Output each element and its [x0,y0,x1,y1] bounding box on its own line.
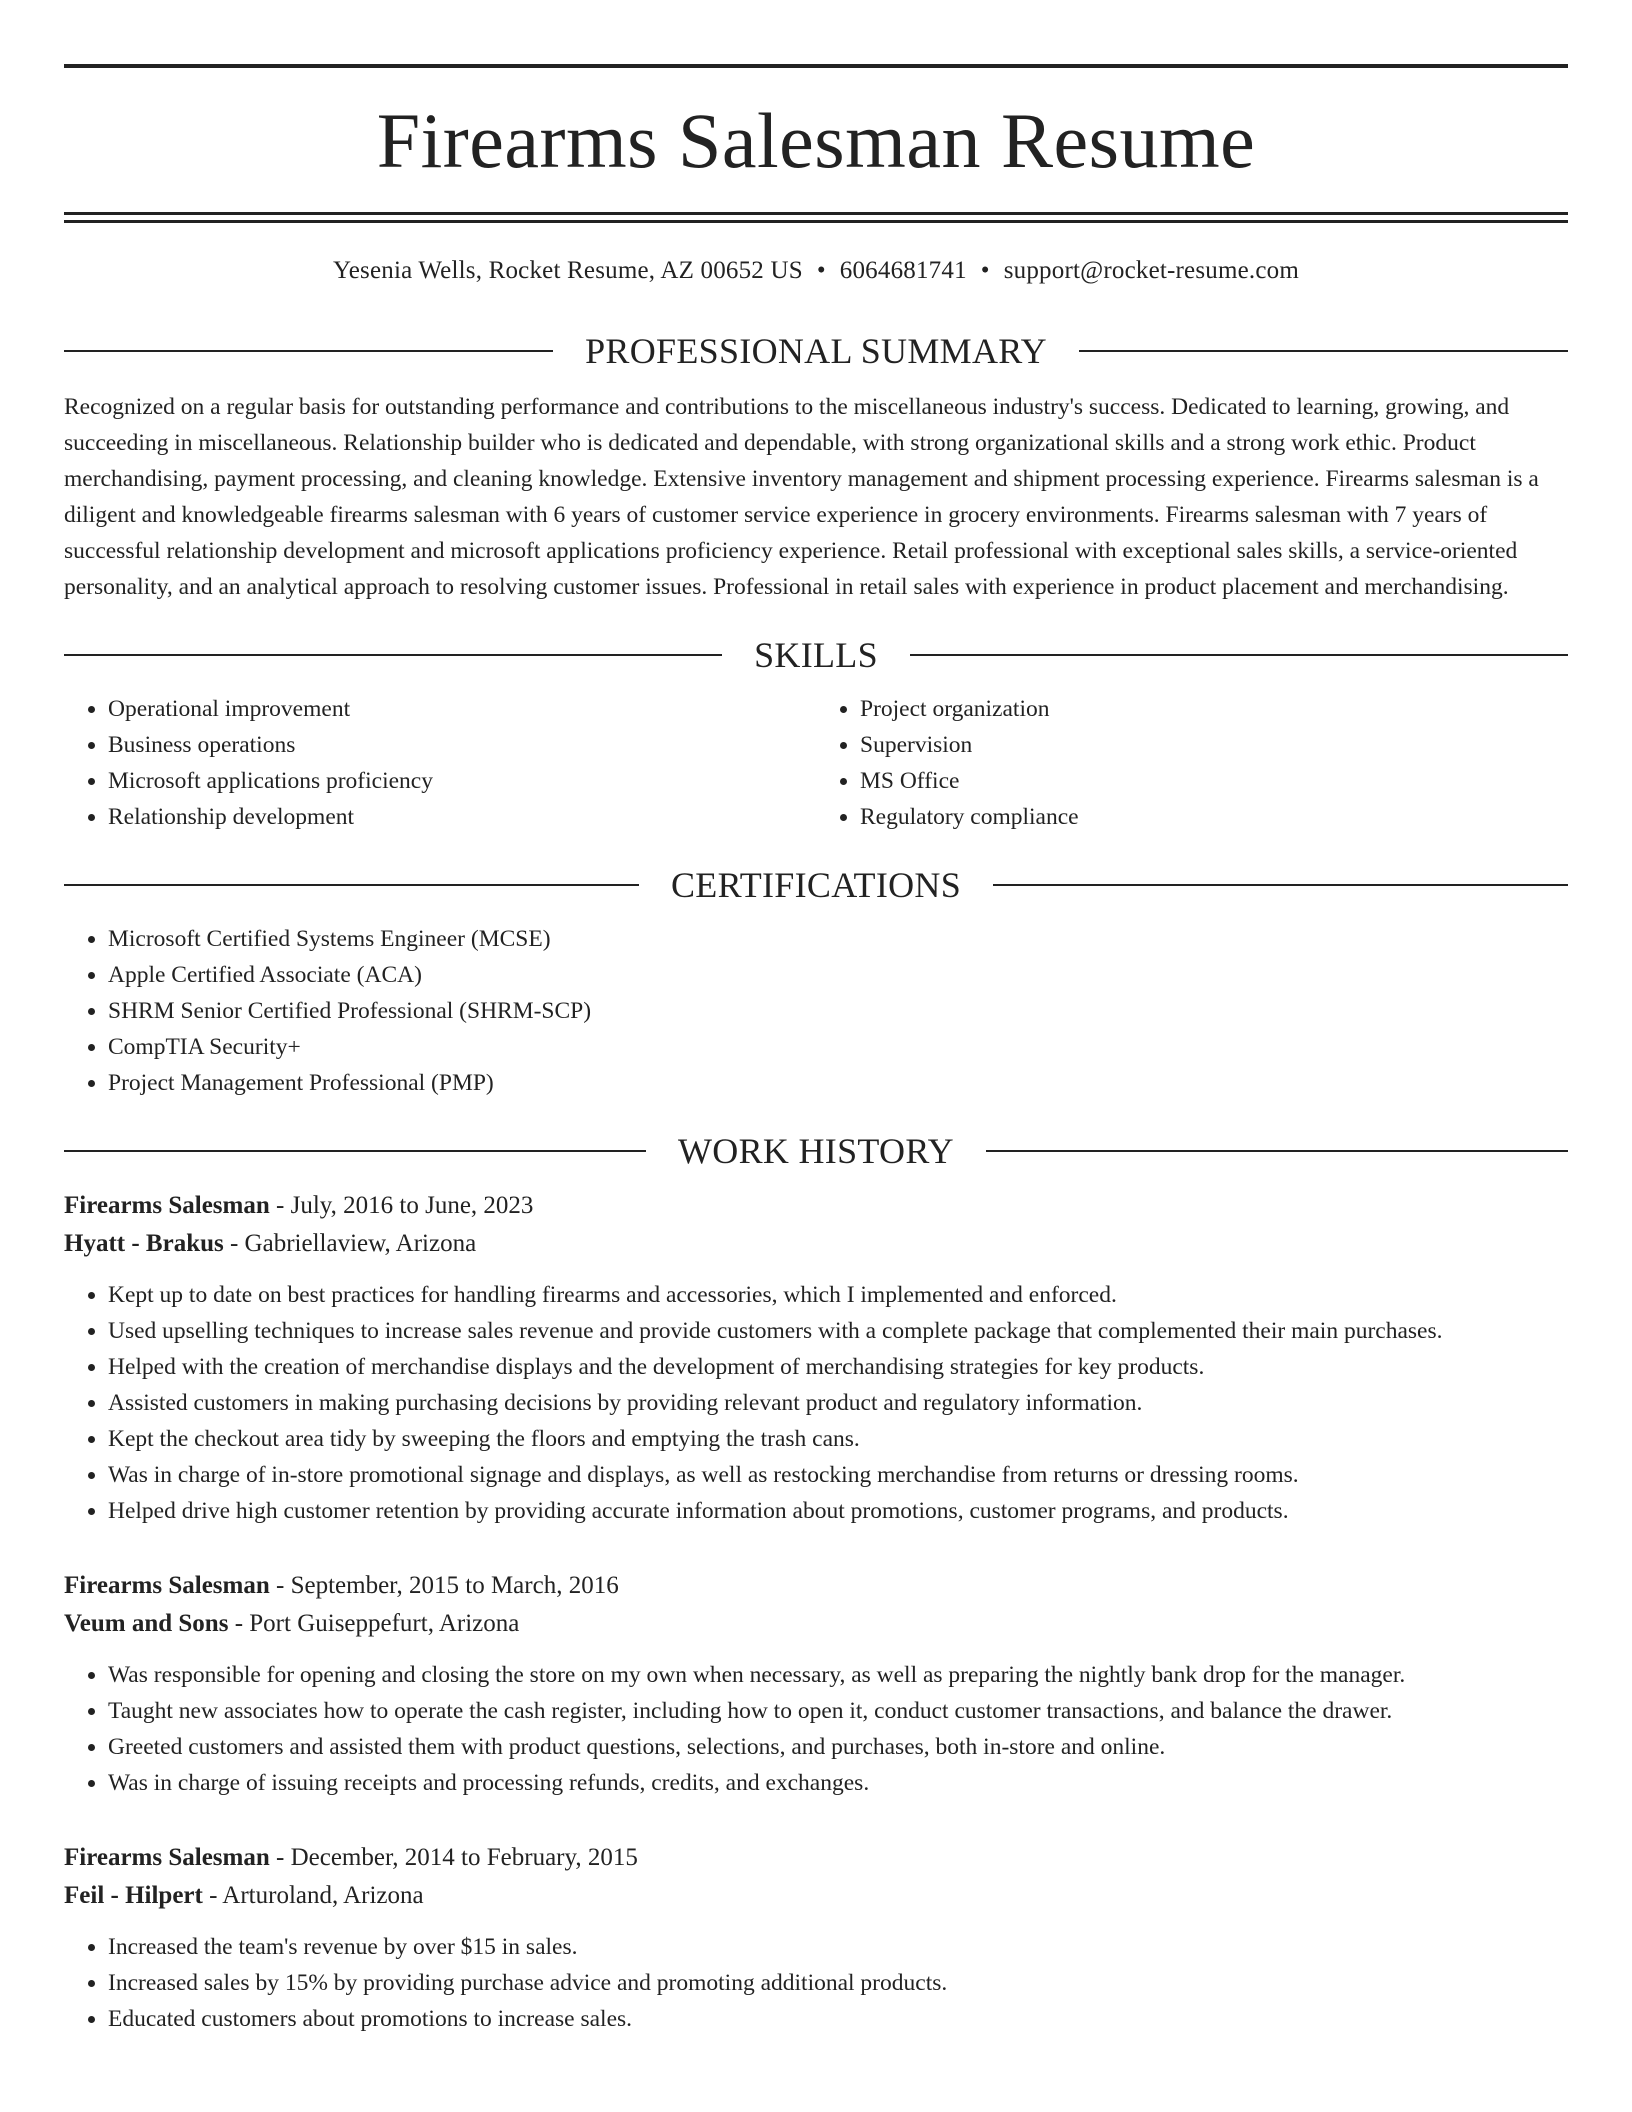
heading-rule [993,884,1568,886]
job-duty-item: • Kept the checkout area tidy by sweeping the floors and emptying the trash cans. [108,1421,1568,1457]
certification-item: • Microsoft Certified Systems Engineer (MCSE) [108,921,1568,957]
heading-rule [910,654,1568,656]
job-duties [64,1929,1568,2037]
job-duty-item: • Helped drive high customer retention by providing accurate information about promotions, customer programs, and products. [108,1493,1568,1529]
job-title-line [64,1187,1568,1225]
job-duty-item: • Increased sales by 15% by providing purchase advice and promoting additional products. [108,1965,1568,2001]
job-title: Firearms Salesman [64,1192,270,1219]
certification-item: • SHRM Senior Certified Professional (SHRM-SCP) [108,993,1568,1029]
job-duty-item: • Was responsible for opening and closing the store on my own when necessary, as well as preparing the nightly bank drop for the manager. [108,1657,1568,1693]
job-company: Hyatt - Brakus [64,1230,224,1257]
job-duty-item: • Was in charge of in-store promotional signage and displays, as well as restocking merchandise from returns or dressing rooms. [108,1457,1568,1493]
heading-rule [64,350,553,352]
job-title-line [64,1839,1568,1877]
summary-text: Recognized on a regular basis for outstanding performance and contributions to the miscellaneous industry's success. Dedicated to learning, growing, and succeeding in miscellaneous. Relationship builder who is dedicated and dependable, with strong organizational skills and a strong work ethic. Product merchandising, payment processing, and cleaning knowledge. Extensive inventory management and shipment processing experience. Firearms salesman is a diligent and knowledgeable firearms salesman with 6 years of customer service experience in grocery environments. Firearms salesman with 7 years of successful relationship development and microsoft applications proficiency experience. Retail professional with exceptional sales skills, a service-oriented personality, and an analytical approach to resolving customer issues. Professional in retail sales with experience in product placement and merchandising. [64,394,1539,600]
job-entry [64,1839,1568,2037]
contact-address: Yesenia Wells, Rocket Resume, AZ 00652 US [332,257,803,284]
certification-item: • Project Management Professional (PMP) [108,1065,1568,1101]
job-dates: - September, 2015 to March, 2016 [269,1572,619,1599]
resume-title: Firearms Salesman Resume [376,97,1256,184]
top-rule [64,64,1568,68]
heading-rule [64,884,639,886]
work-heading [64,1133,1568,1169]
certification-item: • CompTIA Security+ [108,1029,1568,1065]
job-dates: - December, 2014 to February, 2015 [269,1844,638,1871]
job-entry [64,1187,1568,1529]
summary-heading [64,333,1568,369]
job-duties [64,1657,1568,1801]
job-title: Firearms Salesman [64,1844,270,1871]
job-duty-item: • Educated customers about promotions to increase sales. [108,2001,1568,2037]
contact-separator: • [980,257,990,284]
job-dates: - July, 2016 to June, 2023 [269,1192,534,1219]
job-duties [64,1277,1568,1529]
job-location: - Port Guiseppefurt, Arizona [228,1610,520,1637]
job-company-line [64,1225,1568,1263]
skills-list [64,691,1568,835]
contact-phone: 6064681741 [839,257,967,284]
skills-heading [64,637,1568,673]
summary-heading-label: PROFESSIONAL SUMMARY [585,331,1047,371]
certification-item: • Apple Certified Associate (ACA) [108,957,1568,993]
skills-column-left [64,691,816,835]
job-location: - Arturoland, Arizona [202,1882,424,1909]
job-location: - Gabriellaview, Arizona [223,1230,477,1257]
job-title-line [64,1567,1568,1605]
job-company: Feil - Hilpert [64,1882,203,1909]
job-company-line [64,1877,1568,1915]
certifications-heading [64,867,1568,903]
skill-item: • Business operations [108,727,816,763]
certifications-list [64,921,1568,1101]
skill-item: • Project organization [860,691,1568,727]
job-duty-item: • Used upselling techniques to increase sales revenue and provide customers with a complete package that complemented their main purchases. [108,1313,1568,1349]
job-duty-item: • Assisted customers in making purchasing decisions by providing relevant product and regulatory information. [108,1385,1568,1421]
work-heading-label: WORK HISTORY [678,1131,954,1171]
skill-item: • Supervision [860,727,1568,763]
job-duty-item: • Taught new associates how to operate the cash register, including how to open it, conduct customer transactions, and balance the drawer. [108,1693,1568,1729]
double-rule [64,212,1568,223]
skill-item: • MS Office [860,763,1568,799]
job-company: Veum and Sons [64,1610,229,1637]
skill-item: • Relationship development [108,799,816,835]
job-duty-item: • Was in charge of issuing receipts and processing refunds, credits, and exchanges. [108,1765,1568,1801]
skill-item: • Regulatory compliance [860,799,1568,835]
work-history-list [64,1187,1568,2037]
skill-item: • Microsoft applications proficiency [108,763,816,799]
job-title: Firearms Salesman [64,1572,270,1599]
contact-line [64,257,1568,285]
job-company-line [64,1605,1568,1643]
resume-page [64,64,1568,2037]
skill-item: • Operational improvement [108,691,816,727]
job-duty-item: • Kept up to date on best practices for handling firearms and accessories, which I implemented and enforced. [108,1277,1568,1313]
job-duty-item: • Helped with the creation of merchandise displays and the development of merchandising strategies for key products. [108,1349,1568,1385]
contact-separator: • [816,257,826,284]
skills-heading-label: SKILLS [754,635,878,675]
heading-rule [1079,350,1568,352]
job-duty-item: • Increased the team's revenue by over $15 in sales. [108,1929,1568,1965]
heading-rule [64,654,722,656]
job-entry [64,1567,1568,1801]
certifications-heading-label: CERTIFICATIONS [670,865,962,905]
job-duty-item: • Greeted customers and assisted them with product questions, selections, and purchases, both in-store and online. [108,1729,1568,1765]
heading-rule [986,1150,1568,1152]
heading-rule [64,1150,646,1152]
contact-email: support@rocket-resume.com [1003,257,1300,284]
skills-column-right [816,691,1568,835]
